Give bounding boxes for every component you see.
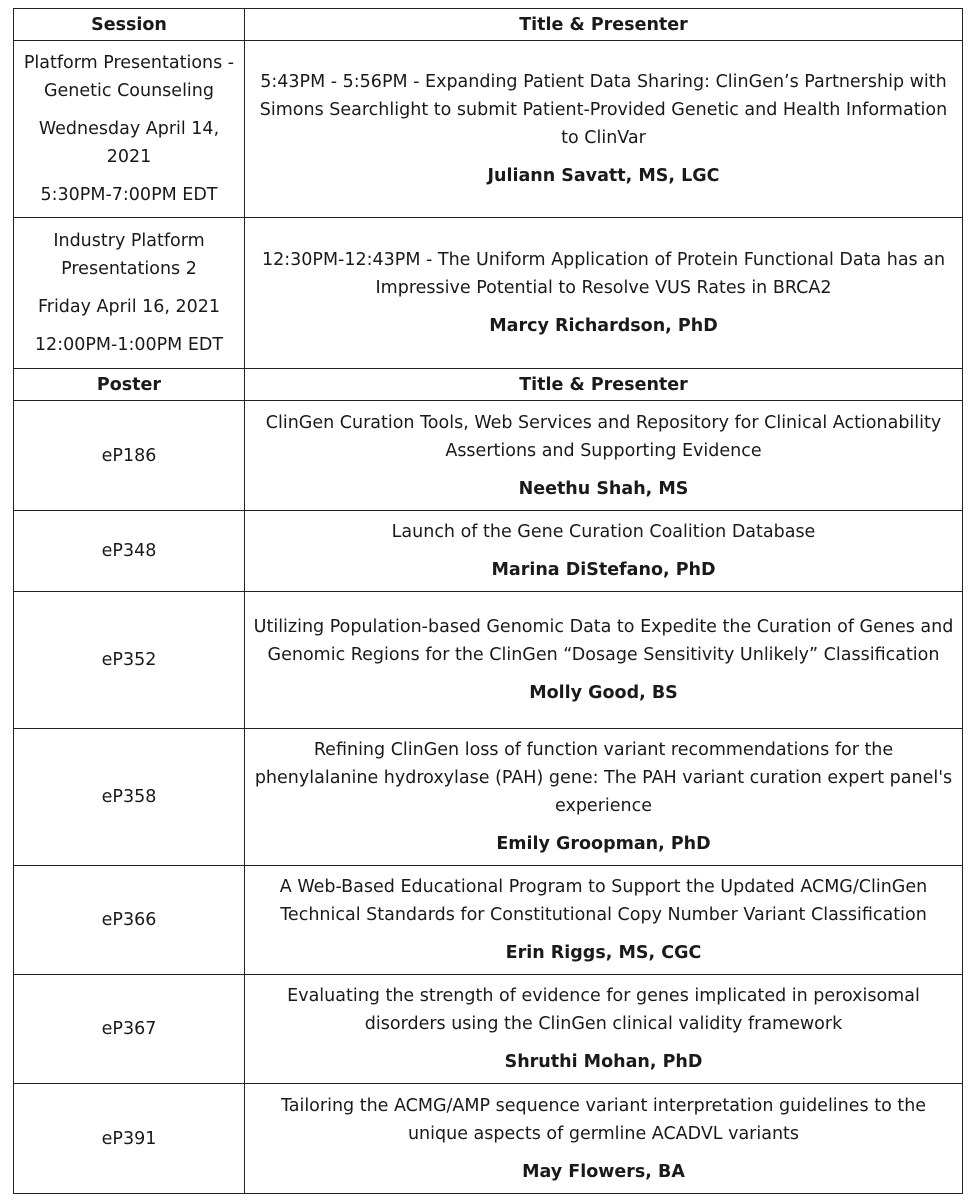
presenter-name: Juliann Savatt, MS, LGC [487, 166, 720, 186]
poster-column-header: Poster [14, 369, 245, 401]
session-column-header: Session [14, 9, 245, 41]
presenter-name: Molly Good, BS [529, 683, 678, 703]
presenter-name: Marina DiStefano, PhD [491, 560, 716, 580]
poster-title: Launch of the Gene Curation Coalition Database [391, 522, 816, 542]
poster-title: Utilizing Population-based Genomic Data to Expedite the Curation of Genes and Genomic Regions for the ClinGen “Dosage Sensitivity Unlikely” Classification [253, 617, 954, 665]
talk-title: 12:30PM-12:43PM - The Uniform Application of Protein Functional Data has an Impressive Potential to Resolve VUS Rates in BRCA2 [261, 250, 946, 298]
poster-title: Tailoring the ACMG/AMP sequence variant interpretation guidelines to the unique aspects of germline ACADVL variants [280, 1095, 927, 1144]
poster-row [14, 866, 963, 975]
poster-row [14, 592, 963, 729]
session-talk [245, 218, 963, 369]
session-row [14, 218, 963, 369]
poster-header-row [14, 369, 963, 401]
poster-row [14, 975, 963, 1084]
poster-id: eP391 [14, 1084, 245, 1194]
poster-info [245, 866, 963, 975]
poster-id: eP348 [14, 511, 245, 592]
poster-id: eP186 [14, 401, 245, 511]
poster-info [245, 592, 963, 729]
presenter-name: Shruthi Mohan, PhD [504, 1052, 703, 1072]
poster-id: eP358 [14, 729, 245, 866]
poster-title-column-header: Title & Presenter [245, 369, 963, 401]
poster-row [14, 729, 963, 866]
poster-title: ClinGen Curation Tools, Web Services and Repository for Clinical Actionability Assertions and Supporting Evidence [265, 412, 942, 461]
session-name-line: Platform Presentations - [23, 53, 235, 73]
session-name-line: Genetic Counseling [43, 81, 214, 101]
poster-info [245, 401, 963, 511]
poster-row [14, 401, 963, 511]
poster-title: A Web-Based Educational Program to Support the Updated ACMG/ClinGen Technical Standards for Constitutional Copy Number Variant Classification [279, 877, 928, 925]
session-header-row [14, 9, 963, 41]
poster-row [14, 1084, 963, 1194]
session-info [14, 218, 245, 369]
session-time: 12:00PM-1:00PM EDT [34, 335, 224, 355]
poster-id: eP367 [14, 975, 245, 1084]
poster-title: Evaluating the strength of evidence for genes implicated in peroxisomal disorders using the ClinGen clinical validity framework [287, 986, 920, 1034]
poster-id: eP366 [14, 866, 245, 975]
presenter-name: Erin Riggs, MS, CGC [505, 943, 702, 963]
poster-row [14, 511, 963, 592]
session-date-line: Friday April 16, 2021 [37, 297, 221, 317]
poster-info [245, 511, 963, 592]
session-date-line: 2021 [106, 147, 152, 167]
session-name-line: Presentations 2 [61, 259, 197, 279]
presenter-name: May Flowers, BA [522, 1161, 685, 1182]
schedule-table [13, 8, 963, 1194]
presenter-name: Marcy Richardson, PhD [489, 316, 718, 336]
poster-info [245, 729, 963, 866]
session-date-line: Wednesday April 14, [38, 119, 220, 139]
poster-info [245, 1084, 963, 1194]
presenter-name: Neethu Shah, MS [518, 478, 689, 499]
session-talk [245, 41, 963, 218]
presenter-name: Emily Groopman, PhD [496, 834, 711, 854]
poster-title: Refining ClinGen loss of function variant recommendations for the phenylalanine hydroxylase (PAH) gene: The PAH variant curation expert panel's experience [254, 740, 953, 816]
poster-info [245, 975, 963, 1084]
session-name-line: Industry Platform [53, 231, 205, 251]
poster-id: eP352 [14, 592, 245, 729]
session-info [14, 41, 245, 218]
session-row [14, 41, 963, 218]
talk-title: 5:43PM - 5:56PM - Expanding Patient Data Sharing: ClinGen’s Partnership with Simons Searchlight to submit Patient-Provided Genetic and Health Information to ClinVar [259, 72, 948, 148]
title-column-header: Title & Presenter [245, 9, 963, 41]
session-time: 5:30PM-7:00PM EDT [40, 185, 218, 205]
